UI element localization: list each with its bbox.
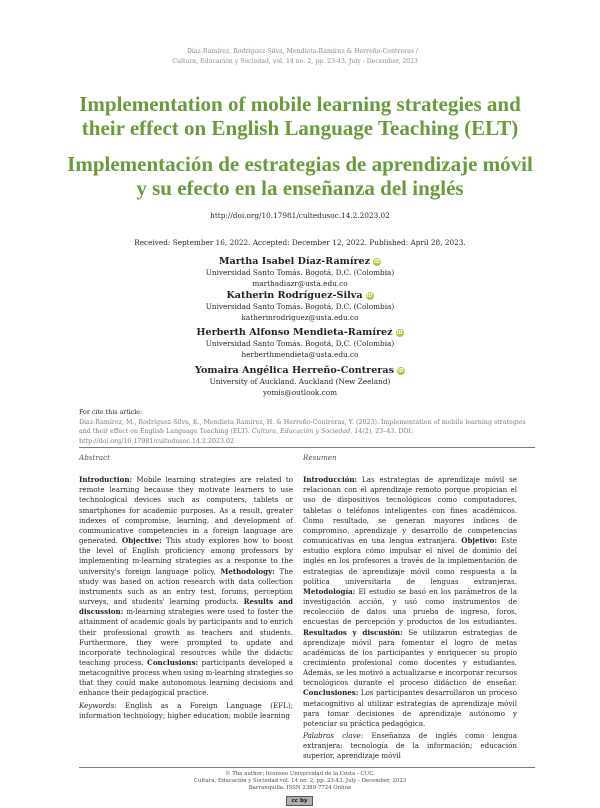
running-head-authors: Díaz-Ramírez, Rodríguez-Silva, Mendieta-Ramírez & Herreño-Contreras / [186,48,418,55]
abstract-heading: Abstract [79,453,111,462]
citation-doi[interactable]: , 14(2), 23–43. DOI: http://doi.org/10.17981/cultedusoc.14.2.2023.02 [79,428,414,445]
title-english: Implementation of mobile learning strategies and their effect on English Language Teaching (ELT) [79,92,521,140]
resumen-body: Introducción: Las estrategias de aprendizaje móvil se relacionan con el aprendizaje remoto porque propician el uso de dispositivos tecnológicos como computadores, tabletas o teléfonos inteligentes con fines académicos. Como resultado, se generan mayores índices de compromiso, aprendizaje y desarrollo de competencias comunicativas en una lengua extranjera. Objetivo: Este estudio explora cómo impulsar el nivel de dominio del inglés en los profesores a través de la implementación de estrategias de aprendizaje móvil como respuesta a la política universitaria de lenguas extranjeras. Metodología: El estudio se basó en los parámetros de la investigación acción, y usó como instrumentos de recolección de datos una prueba de ingreso, foros, encuestas de percepción y productos de los estudiantes. Resultados y discusión: Se utilizaron estrategias de aprendizaje móvil para fomentar el logro de metas académicas de los participantes y enriquecer su propio crecimiento profesional como docentes y estudiantes. Además, se les motivó a actualizarse e incorporar recursos tecnológicos durante el proceso didáctico de enseñar. Conclusiones: Los participantes desarrollaron un proceso metacognitivo al utilizar estrategias de aprendizaje móvil para tomar decisiones de aprendizaje autónomo y potenciar su práctica pedagógica. [303,475,517,728]
author-affiliation: Universidad Santo Tomás. Bogotá, D.C. (Colombia) [205,302,395,311]
resumen-keywords: Palabras clave: Enseñanza de inglés como lengua extranjera; tecnología de la información; educación superior, aprendizaje móvil [303,731,517,761]
author-name: Yomaira Angélica Herreño-Contreras [195,365,394,376]
citation-text: Díaz-Ramírez, M., Rodríguez-Silva, K., Mendieta-Ramírez, H. & Herreño-Contreras, Y. (2023). Implementation of mobile learning strategies and their effect on English Language Teaching (ELT). [79,418,526,435]
abstract-keywords: Keywords: English as a Foreign Language (EFL); information technology; higher education; mobile learning [79,700,293,720]
author-block [0,290,600,323]
citation-journal: Cultura, Educación y Sociedad [251,428,351,435]
author-email[interactable]: yomis@outlook.com [262,387,338,397]
abstract-body: Introduction: Mobile learning strategies are related to remote learning because they motivate learners to use technological devices such as computers, tablets or smartphones for academic purposes. As a result, greater indexes of compromise, learning, and development of communicative competencies in a foreign language are generated. Objective: This study explores how to boost the level of English proficiency among professors by implementing m-learning strategies as a response to the university's foreign language policy. Methodology: The study was based on action research with data collection instruments such as an entry test, forums, perception surveys, and students' learning products. Results and discussion: m-learning strategies were used to foster the attainment of academic goals by participants and to enrich their professional growth as teachers and students. Furthermore, they were prompted to update and incorporate technological resources while the didactic teaching process. Conclusions: participants developed a metacognitive process when using m-learning strategies so that they could make autonomous learning decisions and enhance their pedagogical practice. [79,475,294,698]
author-affiliation: University of Auckland. Auckland (New Zeeland) [209,377,391,386]
running-head [150,47,418,67]
author-block [0,256,600,289]
author-name: Katherin Rodríguez-Silva [226,290,363,301]
author-email[interactable]: katherinrodriguez@usta.edu.co [241,312,359,322]
author-affiliation: Universidad Santo Tomás. Bogotá, D.C. (Colombia) [205,268,395,277]
author-block [0,365,600,398]
orcid-icon[interactable]: iD [374,259,381,265]
orcid-icon[interactable]: iD [396,330,403,336]
author-block [0,327,600,360]
footer [0,771,600,792]
footer-journal: Cultura, Educación y Sociedad vol. 14 no. 2, pp. 23-43. July - December, 2023 [193,778,407,784]
orcid-icon[interactable]: iD [398,368,404,374]
resumen-heading: Resumen [303,453,337,462]
abstract-column [79,453,293,721]
author-affiliation: Universidad Santo Tomás. Bogotá, D.C. (Colombia) [205,339,395,348]
footer-issn: Barranquilla. ISSN 2389-7724 Online [248,785,352,791]
footer-license: © The author; licensee Universidad de la Costa - CUC. [225,771,375,777]
title-spanish: Implementación de estrategias de aprendizaje móvil y su efecto en la enseñanza del inglés [67,152,533,200]
author-email[interactable]: herberthmendieta@usta.edu.co [241,349,359,359]
doi-link[interactable]: http://doi.org/10.17981/cultedusoc.14.2.2023.02 [210,211,390,220]
author-name: Martha Isabel Díaz-Ramírez [218,256,371,267]
divider-bottom [79,767,535,768]
orcid-icon[interactable]: iD [366,293,373,299]
divider-top [79,447,535,448]
running-head-journal: Cultura, Educación y Sociedad, vol. 14 no. 2, pp. 23-43. July - December, 2023 [172,58,418,65]
cc-license-icon[interactable]: cc by [286,796,313,806]
resumen-column [303,453,517,762]
publication-dates: Received: September 16, 2022. Accepted: December 12, 2022. Published: April 28, 2023. [134,238,466,247]
author-name: Herberth Alfonso Mendieta-Ramírez [196,327,393,338]
author-email[interactable]: marthadiazr@usta.edu.co [252,278,348,288]
citation-block [79,408,535,446]
citation-heading: For cite this article: [79,409,143,416]
